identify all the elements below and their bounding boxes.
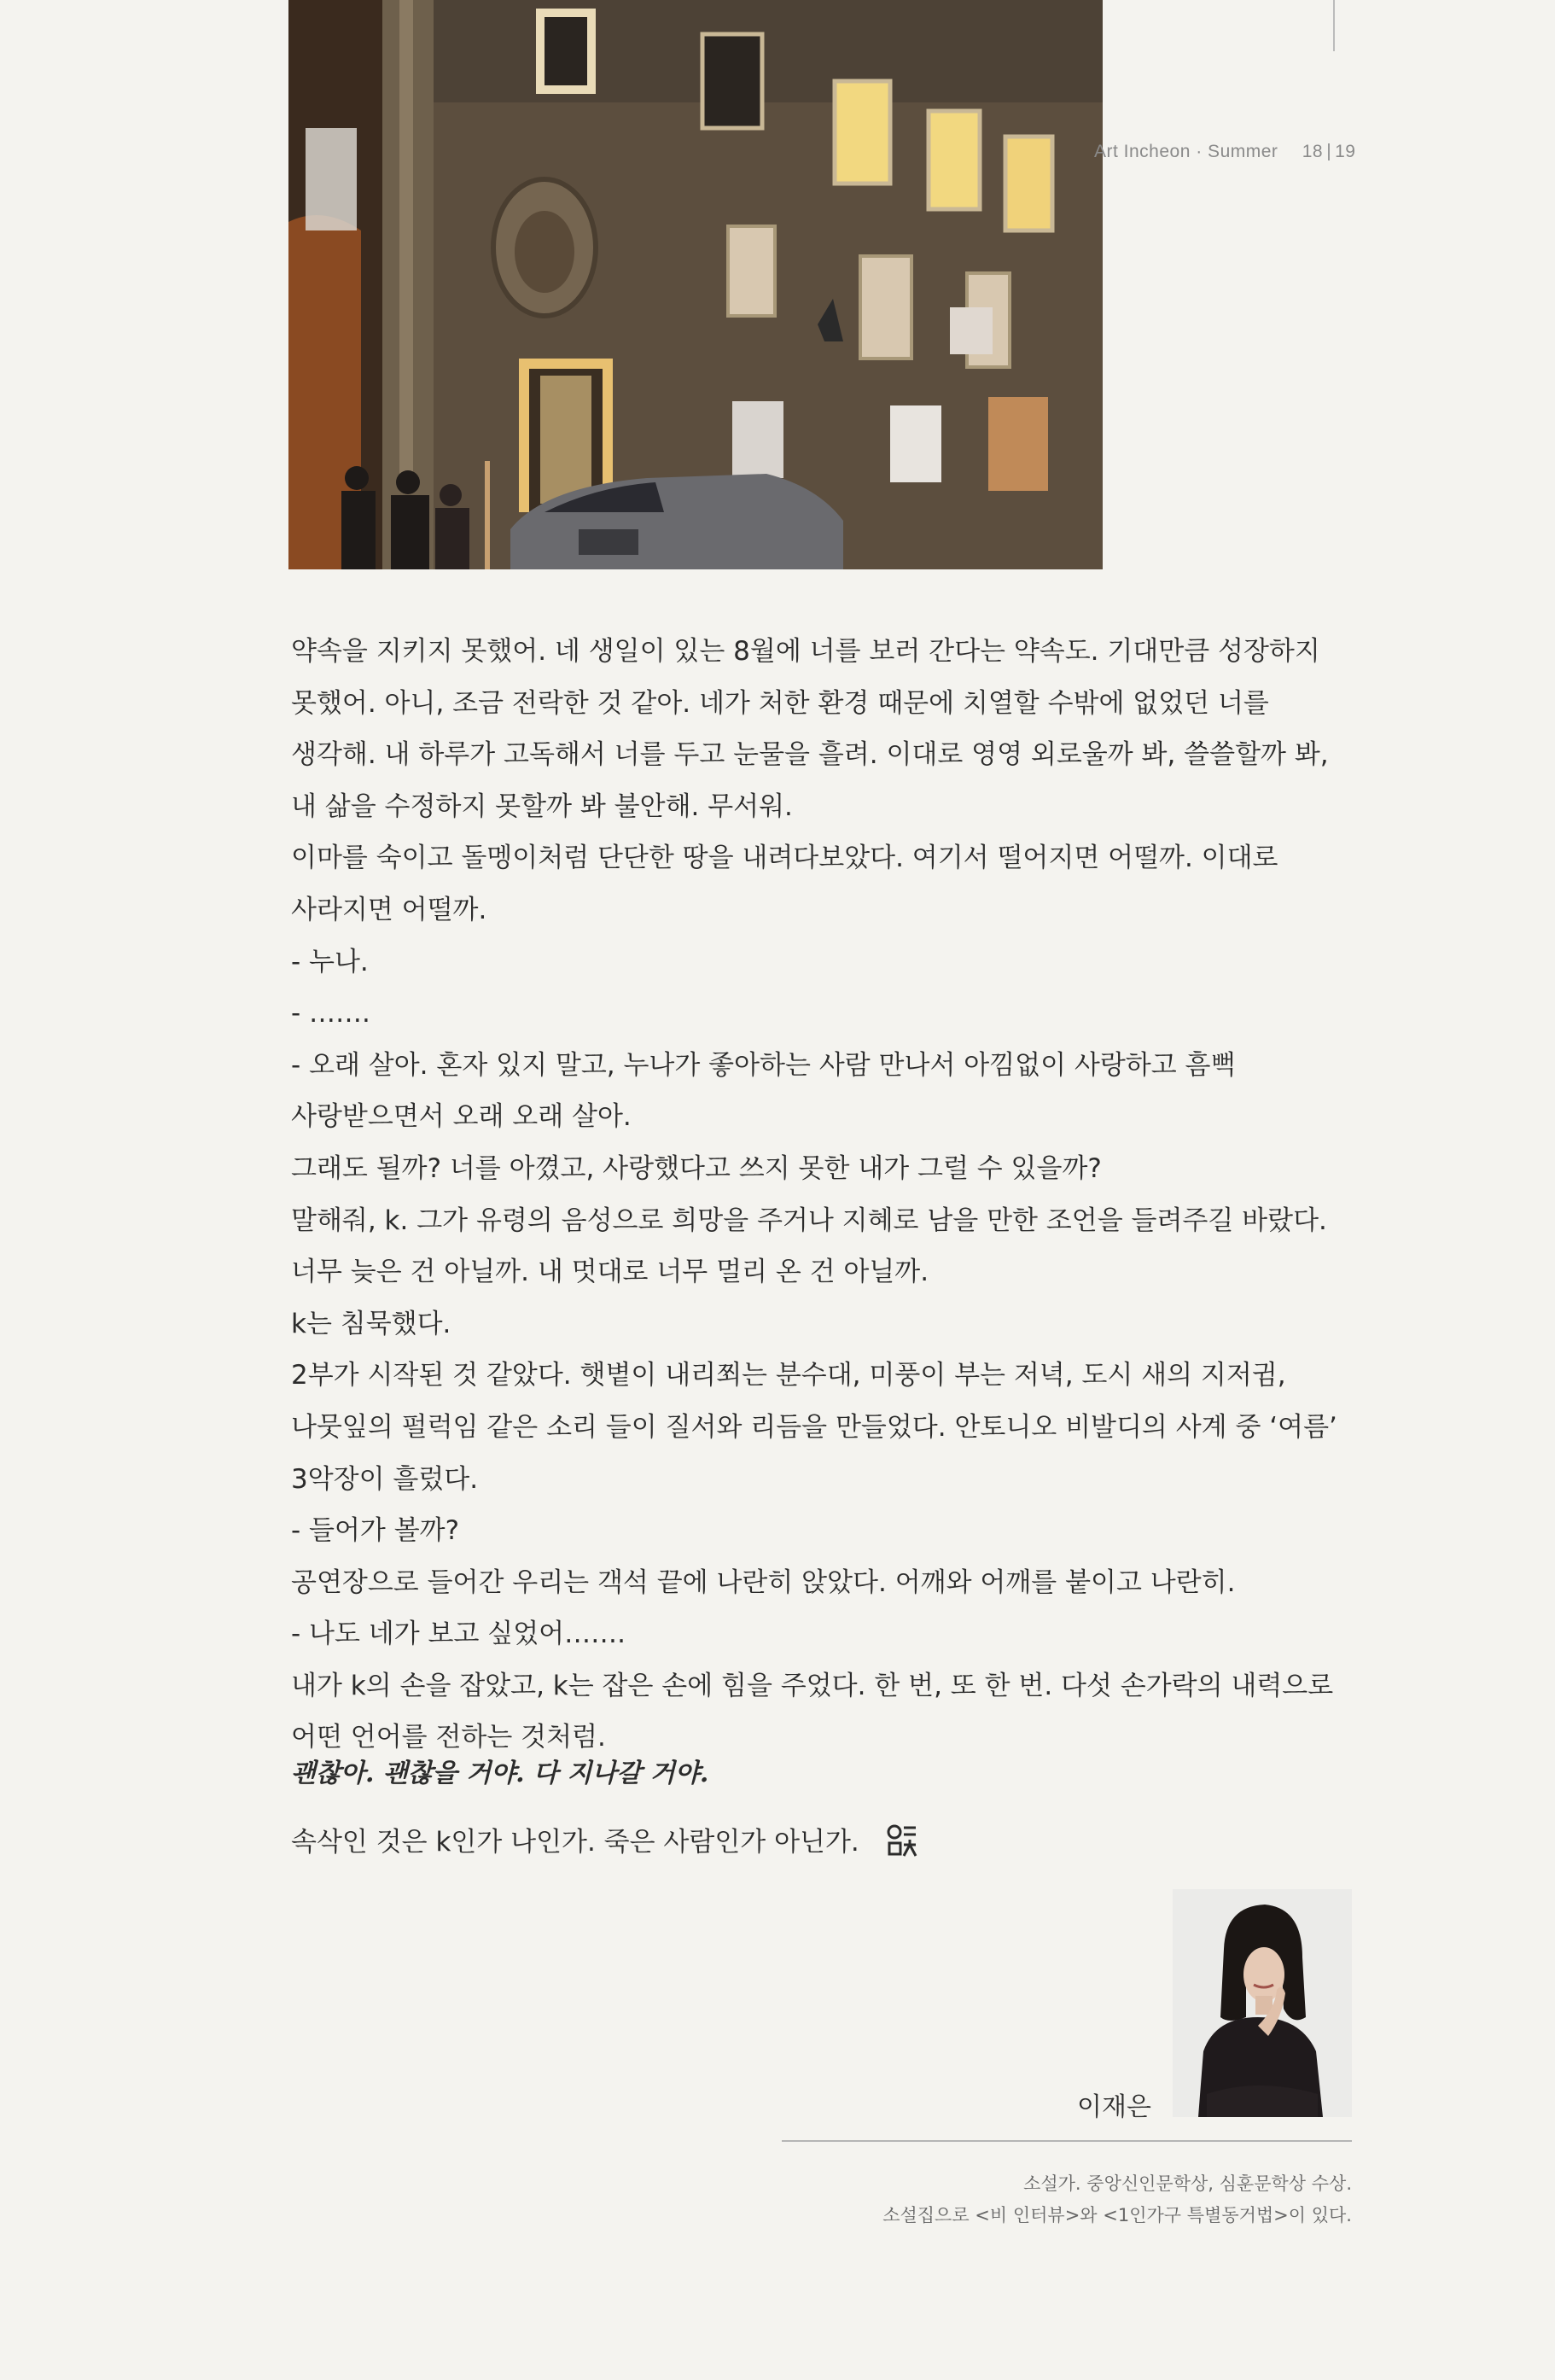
body-line: 어떤 언어를 전하는 것처럼. [291,1722,606,1753]
author-name: 이재은 [1077,2092,1151,2122]
bio-line: 소설집으로 <비 인터뷰>와 <1인가구 특별동거법>이 있다. [882,2205,1352,2225]
body-line: - ……. [291,998,370,1030]
body-line: 말해줘, k. 그가 유령의 음성으로 희망을 주거나 지혜로 남을 만한 조언을 들려주길 바랐다. [291,1205,1327,1236]
body-line: 사라지면 어떨까. [291,894,487,925]
publication-name: Art Incheon · Summer [1094,142,1278,161]
body-line: 생각해. 내 하루가 고독해서 너를 두고 눈물을 흘려. 이대로 영영 외로울까 봐, 쓸쓸할까 봐, [291,739,1329,771]
body-line: 이마를 숙이고 돌멩이처럼 단단한 땅을 내려다보았다. 여기서 떨어지면 어떨까. 이대로 [291,843,1278,874]
body-line: 내가 k의 손을 잡았고, k는 잡은 손에 힘을 주었다. 한 번, 또 한 번. 다섯 손가락의 내력으로 [291,1670,1334,1701]
body-line: 사랑받으면서 오래 오래 살아. [291,1101,632,1133]
body-line: - 들어가 볼까? [291,1515,460,1547]
body-line: 2부가 시작된 것 같았다. 햇볕이 내리쬐는 분수대, 미풍이 부는 저녁, 도시 새의 지저귐, [291,1360,1286,1391]
body-line: 3악장이 흘렀다. [291,1463,479,1495]
body-line: - 누나. [291,946,369,977]
closing-line [291,1820,1371,1863]
building-facade-photo [288,0,1103,569]
header-photo [288,0,1103,569]
body-line: 너무 늦은 건 아닐까. 내 멋대로 너무 멀리 온 건 아닐까. [291,1257,929,1288]
bio-line: 소설가. 중앙신인문학상, 심훈문학상 수상. [1023,2173,1352,2194]
closing-text: 속삭인 것은 k인가 나인가. 죽은 사람인가 아닌가. [291,1827,859,1858]
author-portrait-photo [1173,1889,1352,2117]
author-bio [882,2168,1352,2231]
story-body [291,626,1371,1764]
body-line: - 나도 네가 보고 싶었어……. [291,1619,626,1650]
page-divider-line [1333,0,1335,51]
body-line: 약속을 지키지 못했어. 네 생일이 있는 8월에 너를 보러 간다는 약속도. 기대만큼 성장하지 [291,636,1320,667]
end-of-story-logo-icon [887,1824,917,1863]
body-line: 못했어. 아니, 조금 전락한 것 같아. 네가 처한 환경 때문에 치열할 수밖에 없었던 너를 [291,687,1269,719]
body-line: 내 삶을 수정하지 못할까 봐 불안해. 무서워. [291,790,793,822]
page-number-left: 18 [1302,142,1324,161]
body-line: 그래도 될까? 너를 아꼈고, 사랑했다고 쓰지 못한 내가 그럴 수 있을까? [291,1152,1102,1184]
italic-quote: 괜찮아. 괜찮을 거야. 다 지나갈 거야. [291,1759,709,1788]
body-line: 나뭇잎의 펄럭임 같은 소리 들이 질서와 리듬을 만들었다. 안토니오 비발디의 사계 중 ‘여름’ [291,1411,1337,1443]
bio-divider [782,2140,1352,2142]
page-number-separator [1328,143,1330,160]
body-line: - 오래 살아. 혼자 있지 말고, 누나가 좋아하는 사람 만나서 아낌없이 사랑하고 흠뻑 [291,1049,1237,1081]
page-number-right: 19 [1335,142,1356,161]
body-line: k는 침묵했다. [291,1308,451,1339]
body-line: 공연장으로 들어간 우리는 객석 끝에 나란히 앉았다. 어깨와 어깨를 붙이고 나란히. [291,1566,1236,1598]
running-header [1094,142,1367,162]
